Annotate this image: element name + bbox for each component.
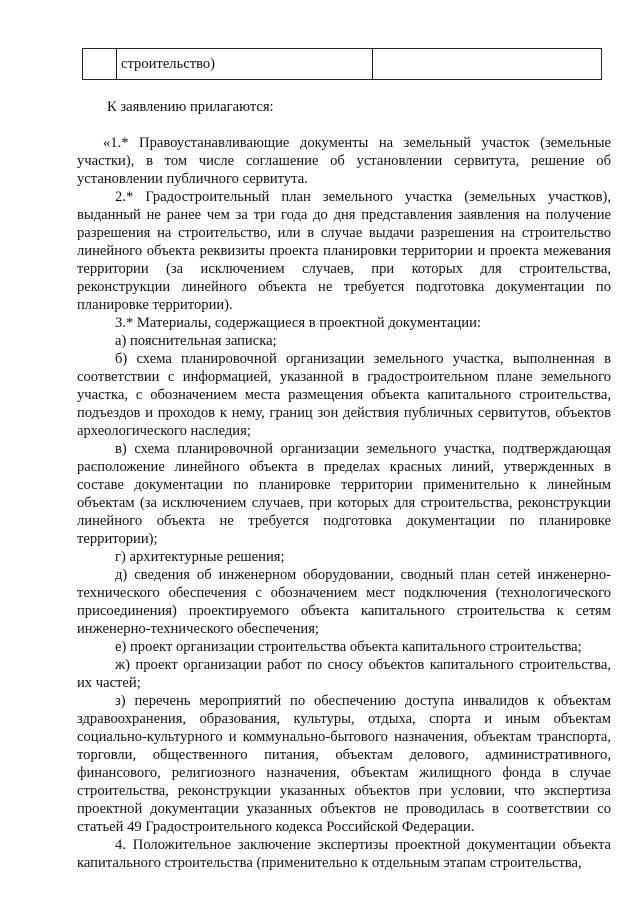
paragraph: 4. Положительное заключение экспертизы проектной документации объекта капитального строительства (применительно к отдельным этапам строительства, (77, 837, 611, 871)
attachments-heading: К заявлению прилагаются: (107, 99, 274, 115)
table-row (83, 49, 602, 80)
paragraph: б) схема планировочной организации земельного участка, выполненная в соответствии с информацией, указанной в градостроительном плане земельного участка, с обозначением места размещения объекта капитального строительства, подъездов и проходов к нему, границ зон действия публичных сервитутов, объектов археологического наследия; (77, 351, 611, 439)
paragraph: е) проект организации строительства объекта капитального строительства; (115, 639, 582, 655)
document-body (77, 134, 611, 872)
paragraph: д) сведения об инженерном оборудовании, сводный план сетей инженерно-технического обеспечения с обозначением мест подключения (технологического присоединения) проектируемого объекта капитального строительства к сетям инженерно-технического обеспечения; (77, 567, 611, 637)
table-cell: строительство) (117, 49, 373, 80)
paragraph: а) пояснительная записка; (115, 333, 277, 349)
paragraph: ж) проект организации работ по сносу объектов капитального строительства, их частей; (77, 657, 611, 691)
paragraph: г) архитектурные решения; (115, 549, 285, 565)
paragraph: 2.* Градостроительный план земельного участка (земельных участков), выданный не ранее чем за три года до дня представления заявления на получение разрешения на строительство, или в случае выдачи разрешения на строительство линейного объекта реквизиты проекта планировки территории и проекта межевания территории (за исключением случаев, при которых для строительства, реконструкции линейного объекта не требуется подготовка документации по планировке территории). (77, 189, 611, 313)
paragraph: з) перечень мероприятий по обеспечению доступа инвалидов к объектам здравоохранения, образования, культуры, отдыха, спорта и иным объектам социально-культурного и коммунально-бытового назначения, объектам транспорта, торговли, общественного питания, объектам делового, административного, финансового, религиозного назначения, объектам жилищного фонда в случае строительства, реконструкции указанных объектов при условии, что экспертиза проектной документации указанных объектов не проводилась в соответствии со статьей 49 Градостроительного кодекса Российской Федерации. (77, 693, 611, 835)
paragraph: «1.* Правоустанавливающие документы на земельный участок (земельные участки), в том числе соглашение об установлении сервитута, решение об установлении публичного сервитута. (77, 135, 611, 187)
paragraph: в) схема планировочной организации земельного участка, подтверждающая расположение линейного объекта в пределах красных линий, утвержденных в составе документации по планировке территории применительно к линейным объектам (за исключением случаев, при которых для строительства, реконструкции линейного объекта не требуется подготовка документации по планировке территории); (77, 441, 611, 547)
table-cell (373, 49, 602, 80)
table-cell (83, 49, 117, 80)
application-table (82, 48, 602, 80)
paragraph: 3.* Материалы, содержащиеся в проектной документации: (115, 315, 481, 331)
